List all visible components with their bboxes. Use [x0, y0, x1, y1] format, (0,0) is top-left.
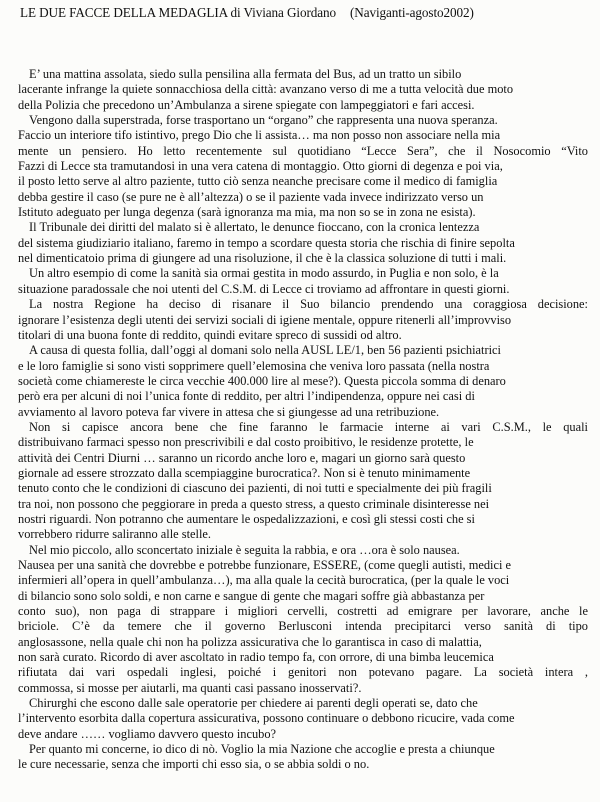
text-line: titolari di una buona fonte di reddito, quindi evitare spreco di sussidi od altro. [18, 327, 402, 342]
text-line: briciole. C’è da temere che il governo Berlusconi intenda precipitarci verso sanità di tipo [18, 619, 588, 634]
text-line: Un altro esempio di come la sanità sia ormai gestita in modo assurdo, in Puglia e non solo, è la [29, 266, 499, 281]
text-line: lacerante infrange la quiete sonnacchiosa della città: avanzano verso di me a tutta velocità due moto [18, 82, 514, 97]
text-line: Fazzi di Lecce sta tramutandosi in una vera catena di montaggio. Otto giorni di degenza e poi via, [18, 159, 503, 174]
text-line: tenuto conto che le condizioni di ciascuno dei pazienti, di noi tutti e specialmente dei più fragili [18, 481, 492, 496]
text-line: distribuivano farmaci spesso non prescrivibili e dal costo proibitivo, le residenze protette, le [18, 435, 474, 450]
text-line: il posto letto serve al altro paziente, tutto ciò senza neanche precisare come il medico di famiglia [18, 174, 498, 189]
text-line: deve andare …… vogliamo davvero questo incubo? [18, 726, 277, 741]
text-line: commossa, si mosse per aiutarli, ma quanti casi passano inosservati?. [18, 680, 362, 695]
text-line: attività dei Centri Diurni … saranno un ricordo anche loro e, magari un giorno sarà questo [18, 450, 466, 465]
text-line: Chirurghi che escono dalle sale operatorie per chiedere ai parenti degli operati se, dato che [29, 696, 478, 711]
text-line: Vengono dalla superstrada, forse trasportano un “organo” che rappresenta una nuova speranza. [29, 113, 498, 128]
text-line: giornale ad essere strozzato dalla scempiaggine burocratica?. Non si è tenuto minimamente [18, 465, 471, 480]
text-line: A causa di questa follia, dall’oggi al domani solo nella AUSL LE/1, ben 56 pazienti psichiatrici [29, 343, 501, 358]
text-line: E’ una mattina assolata, siedo sulla pensilina alla fermata del Bus, ad un tratto un sibilo [29, 67, 462, 81]
text-line: l’intervento esorbita dalla copertura assicurativa, possono continuare o debbono ricucire, vada come [18, 711, 515, 726]
text-line: Non si capisce ancora bene che fine faranno le farmacie interne ai vari C.S.M., le quali [29, 419, 588, 434]
text-line: conto suo), non paga di strappare i migliori cervelli, costretti ad emigrare per lavorare, anche le [18, 604, 588, 619]
text-line: le cure necessarie, senza che importi chi esso sia, o se abbia soldi o no. [18, 757, 370, 772]
text-line: società come chiamereste le circa vecchie 400.000 lire al mese?). Questa piccola somma di denaro [18, 373, 506, 388]
article-body [18, 67, 588, 773]
text-line: della Polizia che precedono un’Ambulanza a sirene spiegate con lampeggiatori e fari accesi. [18, 97, 475, 112]
text-line: infermieri all’opera in quell’ambulanza…), ma alla quale la cecità burocratica, (per la quale le voci [18, 573, 510, 588]
text-line: del sistema giudiziario italiano, faremo in tempo a scordare questa storia che rischia di finire sepolta [18, 235, 515, 250]
text-line: vorrebbero ridurre saliranno alle stelle. [18, 527, 212, 542]
text-line: ignorare l’esistenza degli utenti dei servizi sociali di igiene mentale, oppure ritenerli all’improvviso [18, 312, 512, 327]
text-line: tra noi, non possono che peggiorare in preda a questo stress, a questo criminale disinteresse nei [18, 496, 490, 511]
text-line: di bilancio sono solo soldi, e non carne e sangue di gente che magari soffre già abbastanza per [18, 588, 485, 603]
text-line: non sarà curato. Ricordo di aver ascoltato in radio tempo fa, con orrore, di una bimba leucemica [18, 650, 494, 665]
text-line: e le loro famiglie si sono visti sopprimere quell’elemosina che veniva loro passata (nella nostra [18, 358, 490, 373]
text-line: avviamento al lavoro poteva far vivere in attesa che si giungesse ad una retribuzione. [18, 404, 440, 419]
text-line: Faccio un interiore tifo istintivo, prego Dio che li assista… ma non posso non associare nella mia [18, 128, 501, 143]
text-line: Per quanto mi concerne, io dico di nò. Voglio la mia Nazione che accoglie e presta a chiunque [29, 742, 495, 757]
text-line: nostri riguardi. Non potranno che aumentare le ospedalizzazioni, e così gli stessi costi che si [18, 511, 475, 526]
text-line: La nostra Regione ha deciso di risanare il Suo bilancio prendendo una coraggiosa decisione: [29, 297, 588, 312]
document-title-line [20, 5, 474, 21]
text-line: debba gestire il caso (se pure ne è all’altezza) o se il paziente vada invece indirizzato verso un [18, 189, 484, 204]
text-line: situazione paradossale che noi utenti del C.S.M. di Lecce ci troviamo ad affrontare in questi giorni. [18, 281, 510, 296]
text-line: Nausea per una sanità che dovrebbe e potrebbe funzionare, ESSERE, (come quegli autisti, medici e [18, 558, 512, 572]
article-title: LE DUE FACCE DELLA MEDAGLIA di Viviana Giordano [20, 5, 336, 20]
text-line: anglosassone, nella quale chi non ha polizza assicurativa che lo garantisca in caso di malattia, [18, 634, 482, 649]
text-line: Nel mio piccolo, allo sconcertato iniziale è seguita la rabbia, e ora …ora è solo nausea. [29, 542, 460, 557]
text-line: mente un pensiero. Ho letto recentemente sul quotidiano “Lecce Sera”, che il Nosocomio “Vito [18, 143, 588, 158]
text-line: Il Tribunale dei diritti del malato si è allertato, le denunce fioccano, con la cronica lentezza [29, 220, 480, 235]
article-source: (Naviganti-agosto2002) [349, 5, 474, 20]
text-line: rifiutata dai vari ospedali inglesi, poiché i genitori non potevano pagare. La società intera , [18, 665, 588, 680]
text-line: nel dimenticatoio prima di giungere ad una risoluzione, il che è la classica soluzione di tutti i mali. [18, 251, 507, 266]
text-line: Istituto adeguato per lunga degenza (sarà ignoranza ma mia, ma non so se in zona ne esista). [18, 205, 476, 220]
text-line: però era per alcuni di noi l’unica fonte di reddito, per altri l’indipendenza, oppure nei casi di [18, 389, 475, 404]
